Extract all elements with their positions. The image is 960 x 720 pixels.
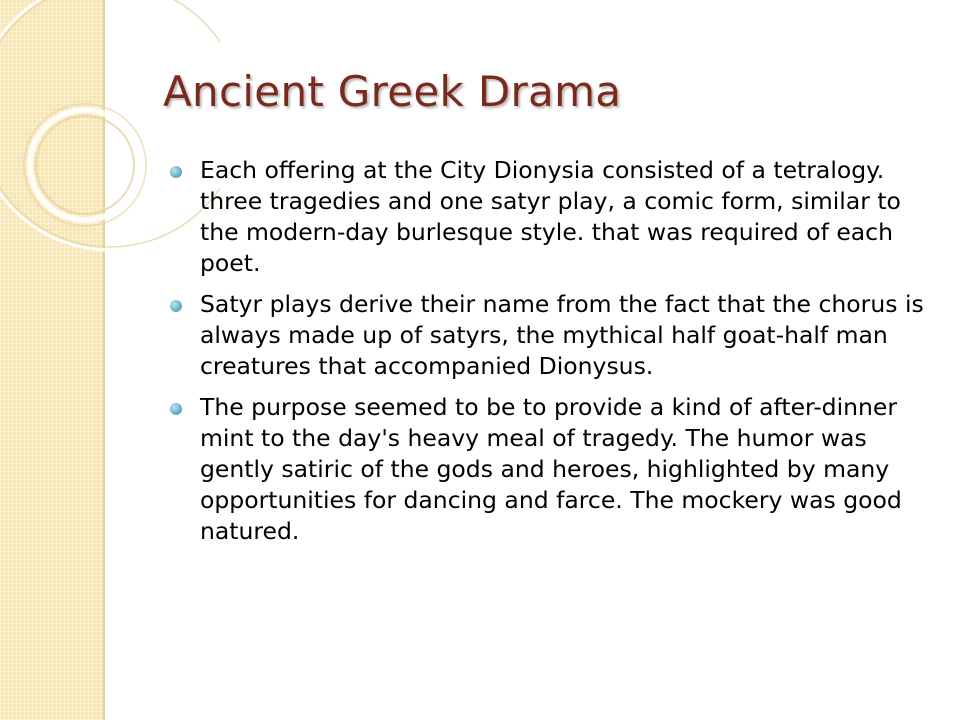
bullet-item (170, 289, 930, 382)
bullet-dot-icon (170, 300, 182, 312)
bullet-text: Satyr plays derive their name from the fact that the chorus is always made up of satyrs, the mythical half goat-half man creatures that accompanied Dionysus. (200, 290, 924, 380)
slide-title: Ancient Greek Drama (163, 67, 622, 116)
bullet-list (170, 155, 930, 557)
bullet-dot-icon (170, 166, 182, 178)
bullet-item (170, 392, 930, 547)
bullet-text: The purpose seemed to be to provide a kind of after-dinner mint to the day's heavy meal of tragedy. The humor was gently satiric of the gods and heroes, highlighted by many opportunities for dancing and farce. The mockery was good natured. (200, 393, 902, 545)
bullet-text: Each offering at the City Dionysia consisted of a tetralogy. three tragedies and one satyr play, a comic form, similar to the modern-day burlesque style. that was required of each poet. (200, 156, 901, 277)
bullet-dot-icon (170, 403, 182, 415)
bullet-item (170, 155, 930, 279)
